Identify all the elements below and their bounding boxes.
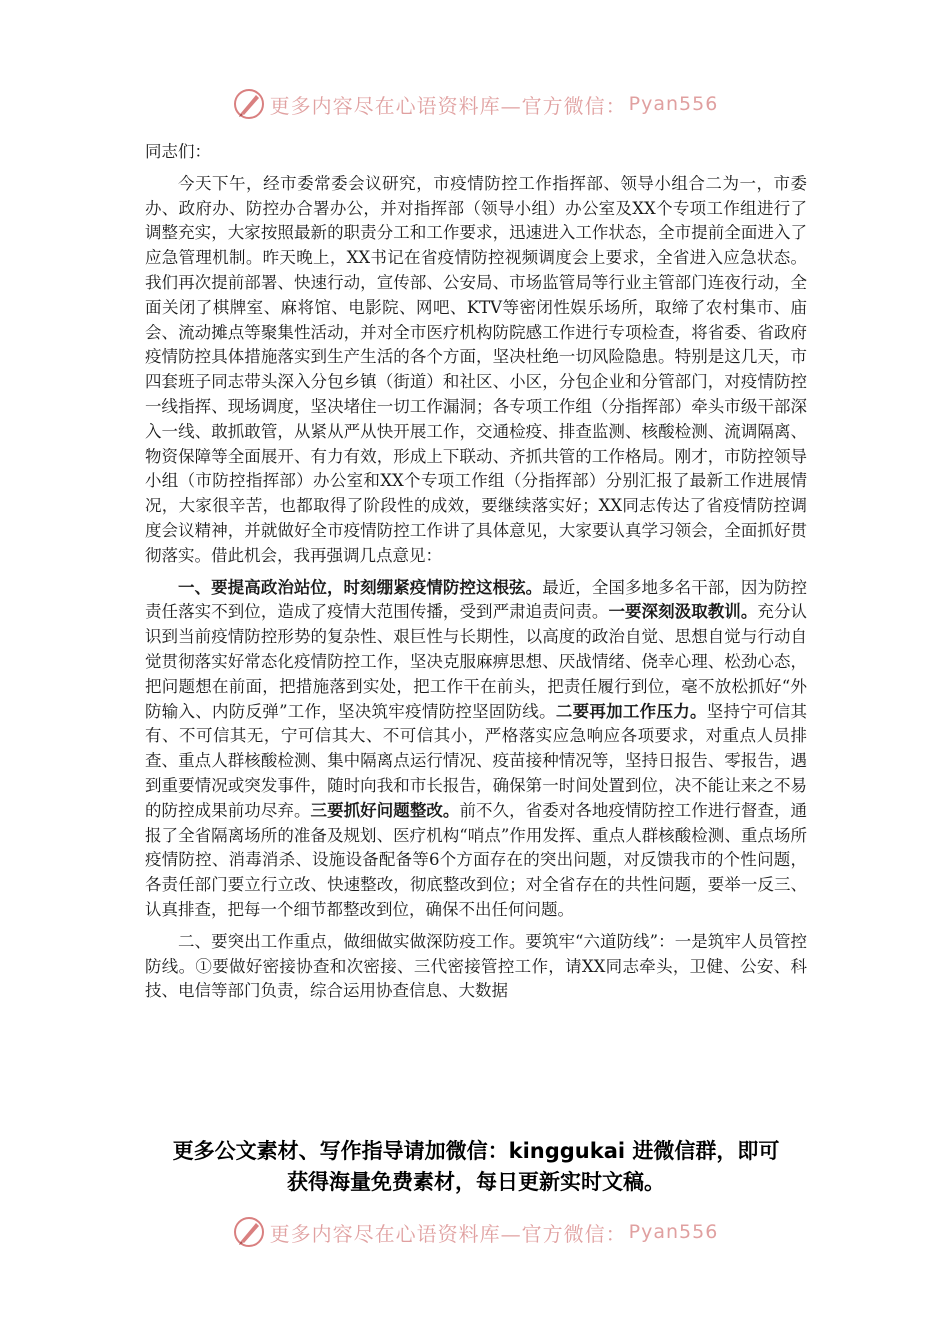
watermark-wechat-id: Pyan556 (628, 93, 719, 115)
section-2-paragraph: 二、要突出工作重点，做细做实做深防疫工作。要筑牢“六道防线”：一是筑牢人员管控防线。①要做好密接协查和次密接、三代密接管控工作，请XX同志牵头，卫健、公安、科技、电信等部门负责，综合运用协查信息、大数据 (145, 931, 807, 1001)
section-1-sub-1: 一要深刻汲取教训。 (608, 602, 758, 622)
salutation: 同志们： (145, 142, 211, 161)
intro-paragraph: 今天下午，经市委常委会议研究，市疫情防控工作指挥部、领导小组合二为一，市委办、政府办、防控办合署办公，并对指挥部（领导小组）办公室及XX个专项工作组进行了调整充实，大家按照最新的职责分工和工作要求，迅速进入工作状态，全市提前全面进入了应急管理机制。昨天晚上，XX书记在省疫情防控视频调度会上要求，全省进入应急状态。我们再次提前部署、快速行动，宣传部、公安局、市场监管局等行业主管部门连夜行动，全面关闭了棋牌室、麻将馆、电影院、网吧、KTV等密闭性娱乐场所，取缔了农村集市、庙会、流动摊点等聚集性活动，并对全市医疗机构防院感工作进行专项检查，将省委、省政府疫情防控具体措施落实到生产生活的各个方面，坚决杜绝一切风险隐患。特别是这几天，市四套班子同志带头深入分包乡镇（街道）和社区、小区，分包企业和分管部门，对疫情防控一线指挥、现场调度，坚决堵住一切工作漏洞；各专项工作组（分指挥部）牵头市级干部深入一线、敢抓敢管，从紧从严从快开展工作，交通检疫、排查监测、核酸检测、流调隔离、物资保障等全面展开、有力有效，形成上下联动、齐抓共管的工作格局。刚才，市防控领导小组（市防控指挥部）办公室和XX个专项工作组（分指挥部）分别汇报了最新工作进展情况，大家很辛苦，也都取得了阶段性的成效，要继续落实好；XX同志传达了省疫情防控调度会议精神，并就做好全市疫情防控工作讲了具体意见，大家要认真学习领会，全面抓好贯彻落实。借此机会，我再强调几点意见： (145, 173, 807, 565)
watermark-text: 更多内容尽在心语资料库—官方微信： (269, 1221, 627, 1246)
document-body (145, 140, 807, 1004)
watermark-header (0, 84, 950, 124)
watermark-wechat-id: Pyan556 (628, 1221, 719, 1243)
watermark-text: 更多内容尽在心语资料库—官方微信： (269, 93, 627, 118)
promo-line-2: 获得海量免费素材，每日更新实时文稿。 (287, 1170, 665, 1194)
section-1-sub-2: 二要再加工作压力。 (555, 701, 707, 721)
section-1-text-3: 坚持宁可信其有、不可信其无，宁可信其大、不可信其小，严格落实应急响应各项要求，对重点人员排查、重点人群核酸检测、集中隔离点运行情况、疫苗接种情况等，坚持日报告、零报告，遇到重要情况或突发事件，随时向我和市长报告，确保第一时间处置到位，决不能让来之不易的防控成果前功尽弃。 (145, 701, 808, 820)
section-1-text-2: 充分认识到当前疫情防控形势的复杂性、艰巨性与长期性，以高度的政治自觉、思想自觉与行动自觉贯彻落实好常态化疫情防控工作，坚决克服麻痹思想、厌战情绪、侥幸心理、松劲心态，把问题想在前面，把措施落到实处，把工作干在前头，把责任履行到位，毫不放松抓好“外防输入、内防反弹”工作，坚决筑牢疫情防控坚固防线。 (145, 602, 808, 721)
promo-banner (120, 1136, 832, 1198)
section-1-heading: 一、要提高政治站位，时刻绷紧疫情防控这根弦。 (178, 577, 543, 597)
section-1-paragraph (145, 576, 807, 923)
quill-pen-logo-icon (232, 1215, 266, 1249)
section-1-text-4: 前不久，省委对各地疫情防控工作进行督查，通报了全省隔离场所的准备及规划、医疗机构“哨点”作用发挥、重点人群核酸检测、重点场所疫情防控、消毒消杀、设施设备配备等6个方面存在的突出问题，对反馈我市的个性问题，各责任部门要立行立改、快速整改，彻底整改到位；对全省存在的共性问题，要举一反三、认真排查，把每一个细节都整改到位，确保不出任何问题。 (145, 800, 808, 919)
quill-pen-logo-icon (232, 87, 266, 121)
promo-line-1: 更多公文素材、写作指导请加微信：kinggukai 进微信群，即可 (172, 1139, 780, 1163)
section-1-text-1: 最近，全国多地多名干部，因为防控责任落实不到位，造成了疫情大范围传播，受到严肃追责问责。 (145, 577, 808, 622)
watermark-footer (0, 1212, 950, 1252)
section-1-sub-3: 三要抓好问题整改。 (310, 800, 460, 820)
